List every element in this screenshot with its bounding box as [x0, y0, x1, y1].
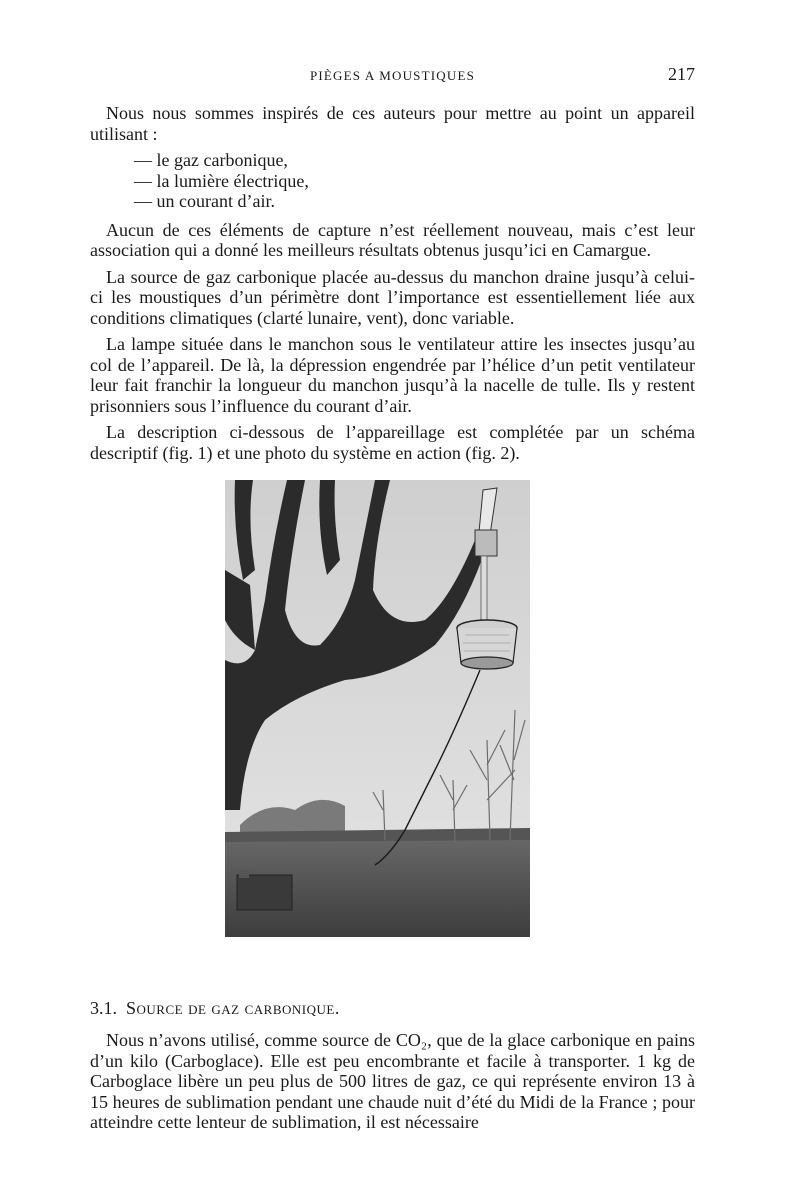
paragraph: La description ci-dessous de l’appareillage est complétée par un schéma descriptif (fig. 1) et une photo du système en action (fig. 2).: [90, 422, 695, 463]
section-body: [90, 1030, 695, 1139]
running-title: PIÈGES A MOUSTIQUES: [309, 68, 476, 83]
ingredient-list: [90, 150, 695, 212]
list-item: — un courant d’air.: [134, 191, 275, 211]
page-header: [90, 64, 695, 88]
list-item: — le gaz carbonique,: [134, 150, 288, 170]
section-title: Source de gaz carbonique.: [126, 998, 340, 1018]
page-number: 217: [668, 64, 695, 84]
trap-photo-illustration: [225, 480, 530, 937]
paragraph: Nous n’avons utilisé, comme source de CO₂, que de la glace carbonique en pains d’un kilo (Carboglace). Elle est peu encombrante et facile à transporter. 1 kg de Carboglace libère un peu plus de 500 litres de gaz, ce qui représente environ 13 à 15 heures de sublimation pendant une chaude nuit d’été du Midi de la France ; pour atteindre cette lenteur de sublimation, il est nécessaire: [90, 1030, 695, 1132]
paragraph: La source de gaz carbonique placée au-dessus du manchon draine jusqu’à celui-ci les moustiques d’un périmètre dont l’importance est essentiellement liée aux conditions climatiques (clarté lunaire, vent), donc variable.: [90, 266, 695, 328]
paragraph: Aucun de ces éléments de capture n’est réellement nouveau, mais c’est leur association qui a donné les meilleurs résultats obtenus jusqu’ici en Camargue.: [90, 219, 695, 260]
figure-photo: [225, 480, 530, 937]
body-text: [90, 103, 695, 469]
list-item: — la lumière électrique,: [134, 170, 309, 191]
paragraph-intro: Nous nous sommes inspirés de ces auteurs pour mettre au point un appareil utilisant :: [90, 103, 695, 144]
section-number: 3.1.: [90, 998, 117, 1018]
paragraph: La lampe située dans le manchon sous le ventilateur attire les insectes jusqu’au col de l’appareil. De là, la dépression engendrée par l’hélice d’un petit ventilateur leur fait franchir la longueur du manchon jusqu’à la nacelle de tulle. Ils y restent prisonniers sous l’influence du courant d’air.: [90, 334, 695, 416]
section-heading: [90, 998, 340, 1019]
